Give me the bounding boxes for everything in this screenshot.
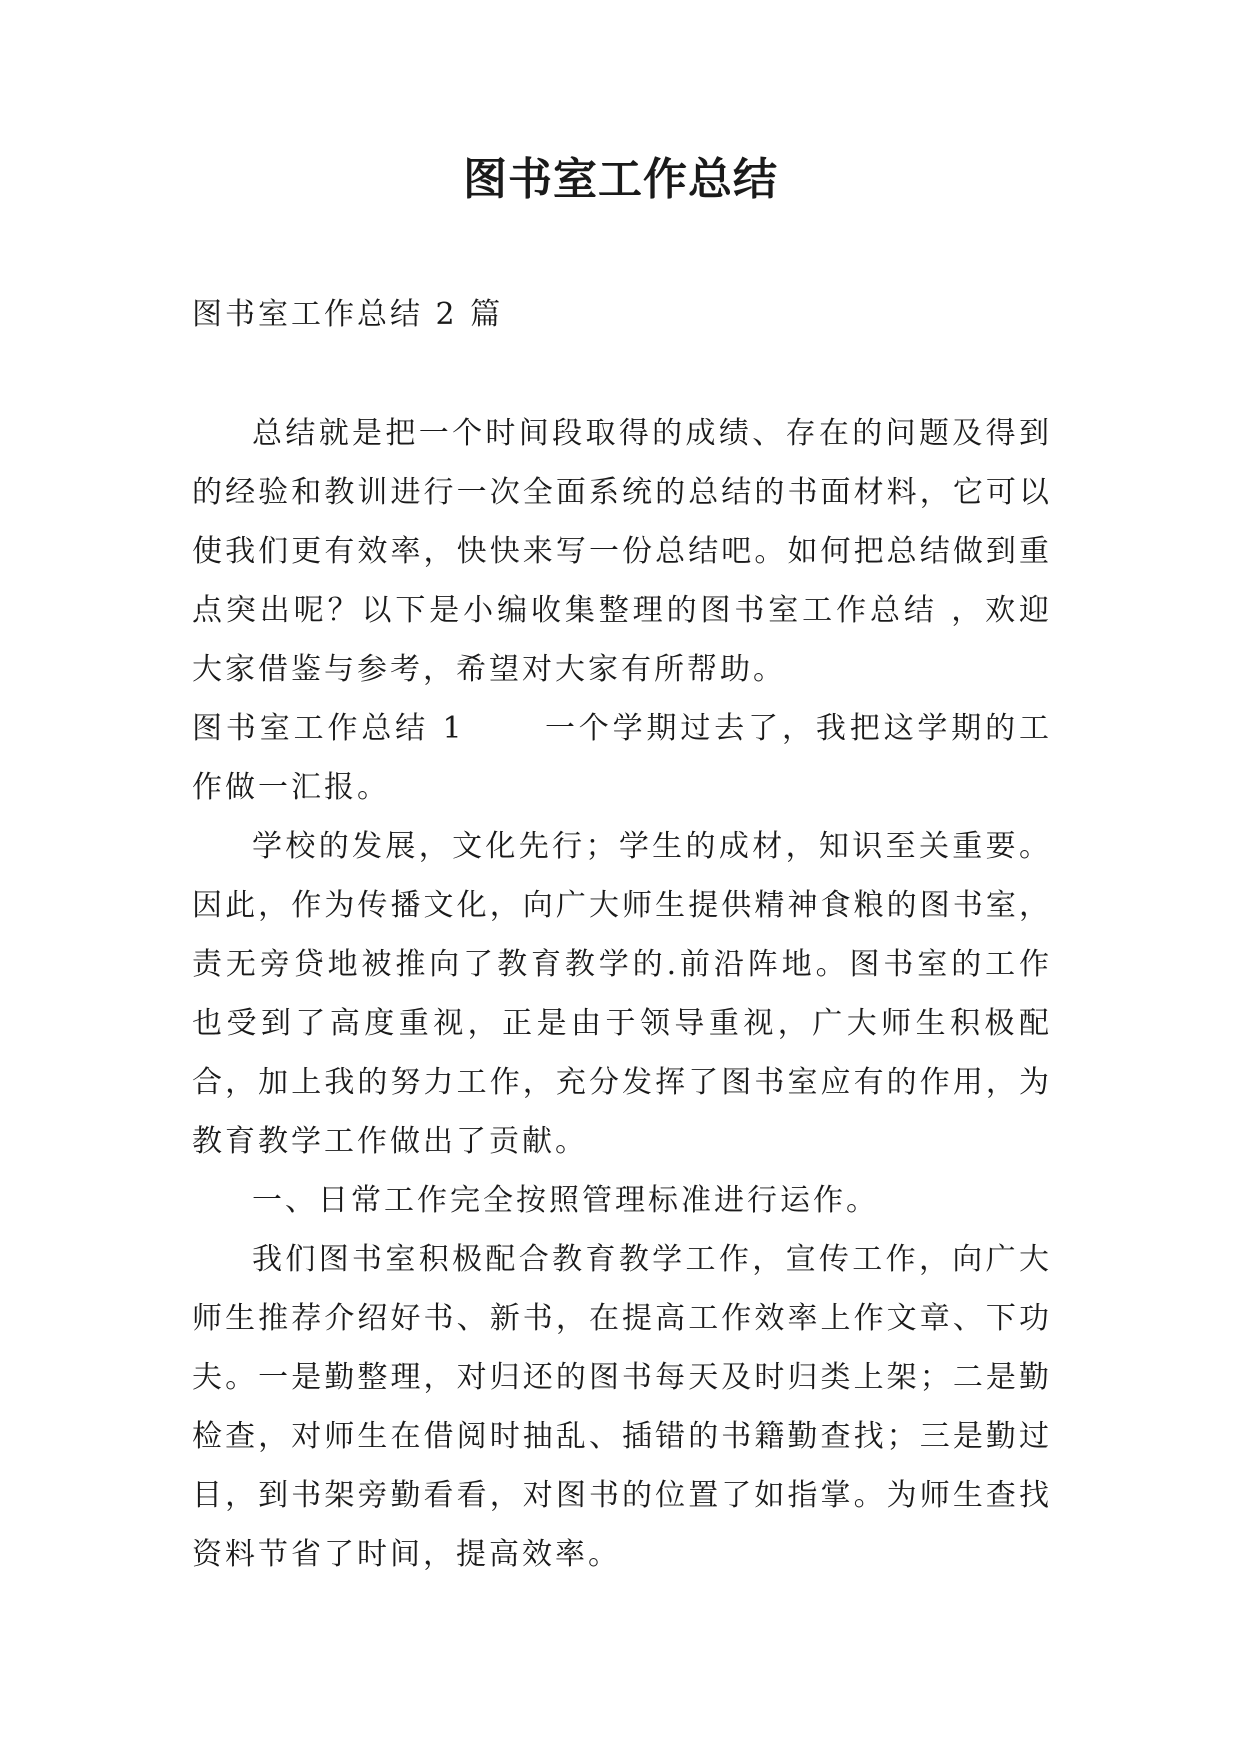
- document-title: 图书室工作总结: [463, 154, 778, 205]
- document-body: [192, 404, 1052, 1584]
- body-paragraph-heading-daily-work: 一、日常工作完全按照管理标准进行运作。: [252, 1183, 879, 1218]
- body-paragraph-daily-work: 我们图书室积极配合教育教学工作，宣传工作，向广大师生推荐介绍好书、新书，在提高工作效率上作文章、下功夫。一是勤整理，对归还的图书每天及时归类上架；二是勤检查，对师生在借阅时抽乱、插错的书籍勤查找；三是勤过目，到书架旁勤看看，对图书的位置了如指掌。为师生查找资料节省了时间，提高效率。: [192, 1242, 1052, 1572]
- section-1-lead: 一个学期过去了，我把这学期的工作做一汇报。: [192, 711, 1053, 805]
- section-1-heading: 图书室工作总结 1: [192, 711, 465, 746]
- body-paragraph-importance: 学校的发展，文化先行；学生的成材，知识至关重要。因此，作为传播文化，向广大师生提供精神食粮的图书室，责无旁贷地被推向了教育教学的.前沿阵地。图书室的工作也受到了高度重视，正是由于领导重视，广大师生积极配合，加上我的努力工作，充分发挥了图书室应有的作用，为教育教学工作做出了贡献。: [192, 829, 1052, 1159]
- document-subtitle: 图书室工作总结 2 篇: [192, 297, 504, 332]
- intro-paragraph: 总结就是把一个时间段取得的成绩、存在的问题及得到的经验和教训进行一次全面系统的总结的书面材料，它可以使我们更有效率，快快来写一份总结吧。如何把总结做到重点突出呢？以下是小编收集整理的图书室工作总结 ，欢迎大家借鉴与参考，希望对大家有所帮助。: [192, 416, 1052, 687]
- section-1-paragraph: [192, 699, 1052, 817]
